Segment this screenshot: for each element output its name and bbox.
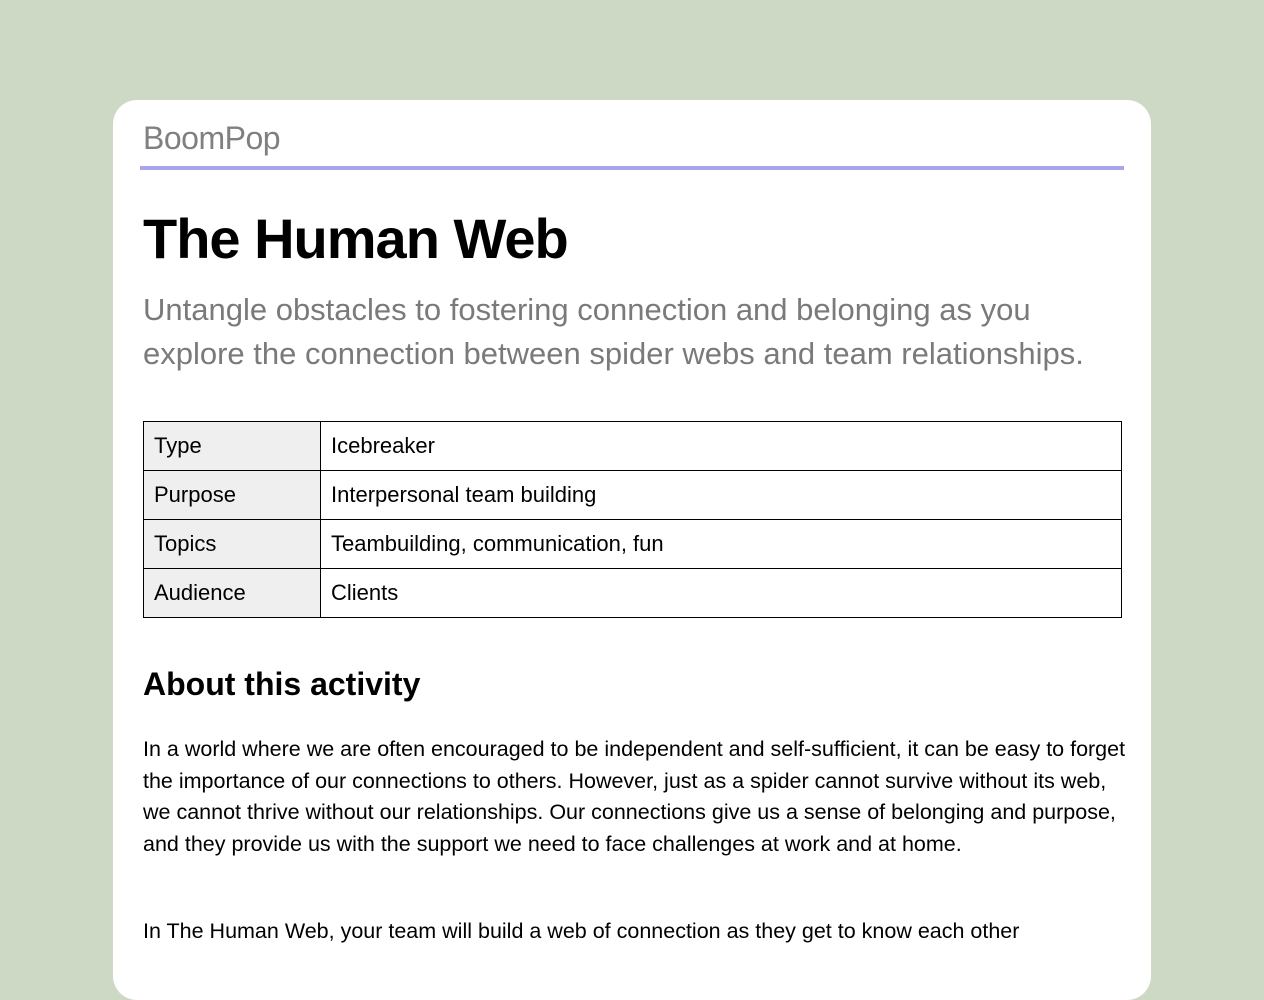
detail-label-type: Type bbox=[144, 422, 321, 471]
about-paragraph-2: In The Human Web, your team will build a web of connection as they get to know each other bbox=[143, 919, 1020, 943]
header-divider bbox=[140, 166, 1124, 170]
detail-label-purpose: Purpose bbox=[144, 471, 321, 520]
table-row bbox=[144, 422, 1122, 471]
about-heading: About this activity bbox=[143, 666, 421, 702]
detail-value-topics: Teambuilding, communication, fun bbox=[321, 520, 1122, 569]
brand-logo[interactable]: BoomPop bbox=[143, 120, 281, 156]
about-paragraph-1: In a world where we are often encouraged to be independent and self-sufficient, it can be easy to forget the importance of our connections to others. However, just as a spider cannot survive without its web, we cannot thrive without our relationships. Our connections give us a sense of belonging and purpose, and they provide us with the support we need to face challenges at work and at home. bbox=[143, 737, 1126, 856]
detail-value-purpose: Interpersonal team building bbox=[321, 471, 1122, 520]
detail-label-topics: Topics bbox=[144, 520, 321, 569]
table-row bbox=[144, 569, 1122, 618]
detail-value-audience: Clients bbox=[321, 569, 1122, 618]
table-row bbox=[144, 471, 1122, 520]
detail-label-audience: Audience bbox=[144, 569, 321, 618]
table-row bbox=[144, 520, 1122, 569]
page-subtitle: Untangle obstacles to fostering connection and belonging as you explore the connection between spider webs and team relationships. bbox=[143, 292, 1084, 371]
activity-details-table bbox=[143, 421, 1122, 618]
activity-card bbox=[113, 100, 1151, 1000]
detail-value-type: Icebreaker bbox=[321, 422, 1122, 471]
page-title: The Human Web bbox=[143, 207, 568, 270]
